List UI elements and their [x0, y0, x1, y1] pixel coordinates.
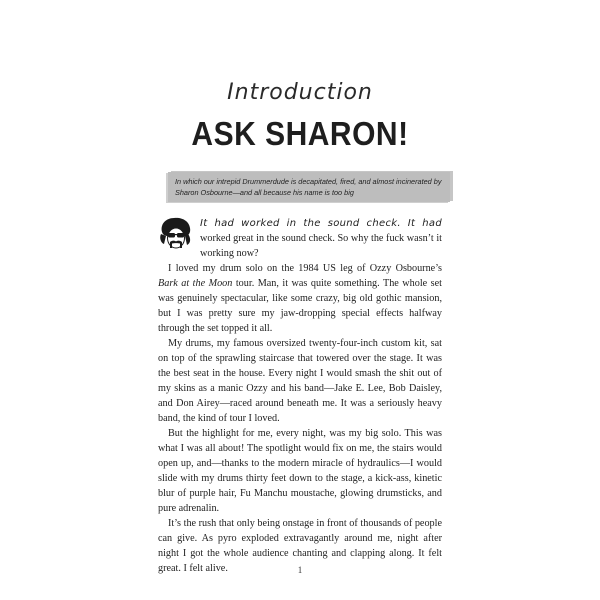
- chapter-title: ASK SHARON!: [191, 116, 409, 153]
- page-number: 1: [297, 565, 303, 575]
- paragraph-1-text: worked great in the sound check. So why the fuck wasn’t it working now?: [200, 233, 442, 259]
- chapter-label: Introduction: [227, 80, 373, 105]
- paragraph-1: [158, 216, 442, 261]
- epigraph-text: In which our intrepid Drummerdude is decapitated, fired, and almost incinerated by Sharon Osbourne—and all because his name is too big: [175, 177, 442, 197]
- paragraph-2-start: I loved my drum solo on the 1984 US leg of Ozzy Osbourne’s: [168, 263, 442, 274]
- body-text: [158, 216, 442, 576]
- paragraph-5: It’s the rush that only being onstage in front of thousands of people can give. As pyro exploded extravagantly around me, night after night I got the whole audience chanting and clapping along. It felt great. I felt alive.: [158, 518, 442, 574]
- lead-in-text: It had worked in the sound check. It had: [200, 218, 442, 229]
- album-title: Bark at the Moon: [158, 278, 233, 289]
- paragraph-2: [158, 261, 442, 336]
- epigraph-box: [168, 172, 450, 202]
- drummer-portrait-icon: [158, 216, 196, 250]
- paragraph-4: But the highlight for me, every night, was my big solo. This was what I was all about! The spotlight would fix on me, the stairs would open up, and—thanks to the modern miracle of hydraulics—I would slide with my drums thirty feet down to the stage, a kick-ass, kinetic blur of purple hair, Fu Manchu moustache, glowing drumsticks, and pure adrenalin.: [158, 428, 442, 514]
- paragraph-2-end: tour. Man, it was quite something. The whole set was genuinely spectacular, like some crazy, big old gothic mansion, but I was pretty sure my jaw-dropping special effects halfway through the set topped it all.: [158, 278, 442, 334]
- paragraph-3: My drums, my famous oversized twenty-four-inch custom kit, sat on top of the sprawling staircase that towered over the stage. It was the best seat in the house. Every night I would smash the shit out of my skins as a manic Ozzy and his band—Jake E. Lee, Bob Daisley, and Don Airey—raced around beneath me. It was a seriously heavy band, the kind of tour I loved.: [158, 338, 442, 424]
